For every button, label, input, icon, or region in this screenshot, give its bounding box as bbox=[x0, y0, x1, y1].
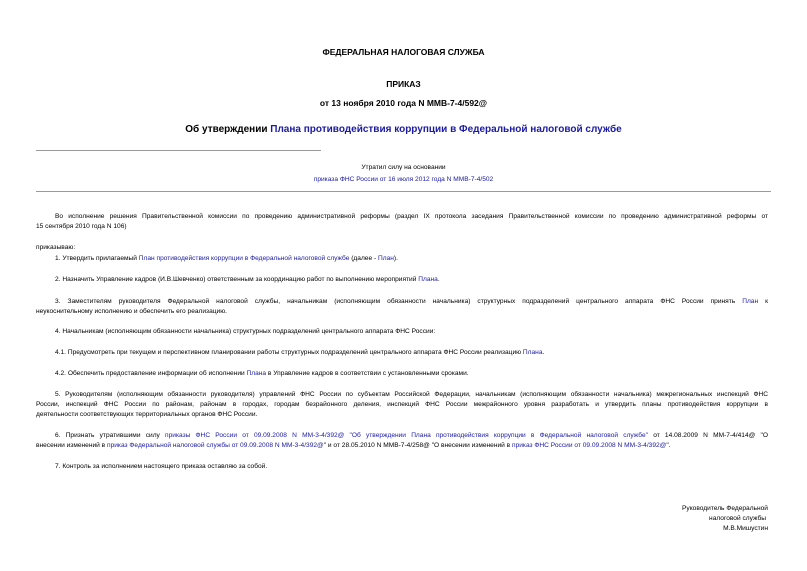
repeal-note-text: Утратил силу на основании bbox=[361, 164, 446, 171]
item-3-plan-link[interactable]: План bbox=[742, 298, 759, 305]
item-4-2 bbox=[55, 369, 768, 379]
signature-org: налоговой службы bbox=[709, 515, 766, 522]
item-1-plan-short-link[interactable]: План bbox=[378, 255, 394, 262]
item-4-2-text: 4.2. Обеспечить предоставление информации об исполнении bbox=[55, 370, 247, 377]
subject-prefix: Об утверждении bbox=[185, 124, 271, 135]
item-6-text-b: от 14.08.2009 N ММ-7-4/414@ "О bbox=[648, 432, 768, 439]
item-4-1-text: 4.1. Предусмотреть при текущем и перспективном планировании работы структурных подразделений центрального аппарата ФНС России реализацию bbox=[55, 349, 523, 356]
divider-short bbox=[36, 150, 321, 151]
item-6-line-2 bbox=[36, 441, 768, 451]
item-4-1-plan-link[interactable]: Плана bbox=[522, 349, 543, 356]
item-1 bbox=[55, 254, 768, 264]
signature-title: Руководитель Федеральной bbox=[682, 505, 768, 512]
divider-long bbox=[36, 191, 771, 192]
subject-plan-link[interactable]: Плана противодействия коррупции в Федеральной налоговой службе bbox=[270, 124, 622, 135]
repeal-note-line bbox=[0, 176, 807, 183]
repeal-order-link[interactable]: приказа ФНС России от 16 июля 2012 года N ММВ-7-4/502 bbox=[313, 176, 494, 183]
item-2-text: 2. Назначить Управление кадров (И.В.Шевченко) ответственным за координацию работ по выполнению мероприятий bbox=[55, 276, 419, 283]
item-4-2-text-b: в Управление кадров в соответствии с установленными сроками. bbox=[266, 370, 469, 377]
item-6-amended-order-link-2[interactable]: приказ ФНС России от 09.09.2008 N ММ-3-4/392@ bbox=[512, 442, 667, 449]
order-word: приказываю: bbox=[36, 244, 76, 251]
item-1-plan-link[interactable]: План противодействия коррупции в Федеральной налоговой службе bbox=[138, 255, 350, 262]
item-6-repealed-order-link[interactable]: приказы ФНС России от 09.09.2008 N ММ-3-4/392@ "Об утверждении Плана противодействия коррупции в Федеральной налоговой службе" bbox=[165, 432, 648, 439]
item-5-line-2: России, инспекций ФНС России по районам, районам в городах, городам безрайонного деления, инспекций ФНС России межрайонного уровня разработать и утвердить планы противодействия коррупции в bbox=[36, 401, 768, 408]
intro-line-1: Во исполнение решения Правительственной комиссии по проведению административной реформы (раздел IX протокола заседания Правительственной комиссии по проведению административной реформы от bbox=[55, 213, 768, 220]
item-6-line-1 bbox=[55, 431, 768, 441]
intro-line-2: 15 сентября 2010 года N 106) bbox=[36, 223, 127, 230]
item-3-line-1 bbox=[55, 297, 768, 307]
signature-name: М.В.Мишустин bbox=[723, 525, 768, 532]
item-7: 7. Контроль за исполнением настоящего приказа оставляю за собой. bbox=[55, 463, 268, 470]
item-2-plan-link[interactable]: Плана bbox=[418, 276, 438, 283]
item-6-amended-order-link-1[interactable]: приказ Федеральной налоговой службы от 09.09.2008 N ММ-3-4/392@ bbox=[107, 442, 324, 449]
item-6-text-e: ". bbox=[666, 442, 671, 449]
item-3-line-2: неукоснительному исполнению и обеспечить его реализацию. bbox=[36, 308, 227, 315]
item-3-text: 3. Заместителям руководителя Федеральной налоговой службы, начальникам (исполняющим обязанности начальника) структурных подразделений центрального аппарата ФНС России принять bbox=[55, 298, 743, 305]
item-5-line-3: деятельности соответствующих территориальных органов ФНС России. bbox=[36, 411, 258, 418]
item-1-text-c: ). bbox=[393, 255, 398, 262]
item-4-2-plan-link[interactable]: Плана bbox=[246, 370, 267, 377]
item-1-text-b: (далее - bbox=[349, 255, 378, 262]
item-1-text: 1. Утвердить прилагаемый bbox=[55, 255, 139, 262]
item-2 bbox=[55, 275, 768, 285]
item-4-1 bbox=[55, 348, 768, 358]
item-4: 4. Начальникам (исполняющим обязанности начальника) структурных подразделений центрального аппарата ФНС России: bbox=[55, 328, 436, 335]
item-6-text-c: внесении изменений в bbox=[36, 442, 108, 449]
document-type: ПРИКАЗ bbox=[386, 79, 421, 89]
agency-name: ФЕДЕРАЛЬНАЯ НАЛОГОВАЯ СЛУЖБА bbox=[322, 47, 485, 57]
item-6-text: 6. Признать утратившими силу bbox=[55, 432, 166, 439]
item-4-1-text-b: . bbox=[542, 349, 545, 356]
item-5-line-1: 5. Руководителям (исполняющим обязанности руководителя) управлений ФНС России по субъектам Российской Федерации, начальникам (исполняющим обязанности начальника) межрегиональных инспекций ФНС bbox=[55, 391, 768, 398]
item-3-text-b: к bbox=[758, 298, 768, 305]
document-subject bbox=[0, 124, 807, 135]
item-6-text-d: " и от 28.05.2010 N ММВ-7-4/258@ "О внесении изменений в bbox=[323, 442, 512, 449]
item-2-text-b: . bbox=[437, 276, 440, 283]
document-date-number: от 13 ноября 2010 года N ММВ-7-4/592@ bbox=[319, 98, 488, 108]
